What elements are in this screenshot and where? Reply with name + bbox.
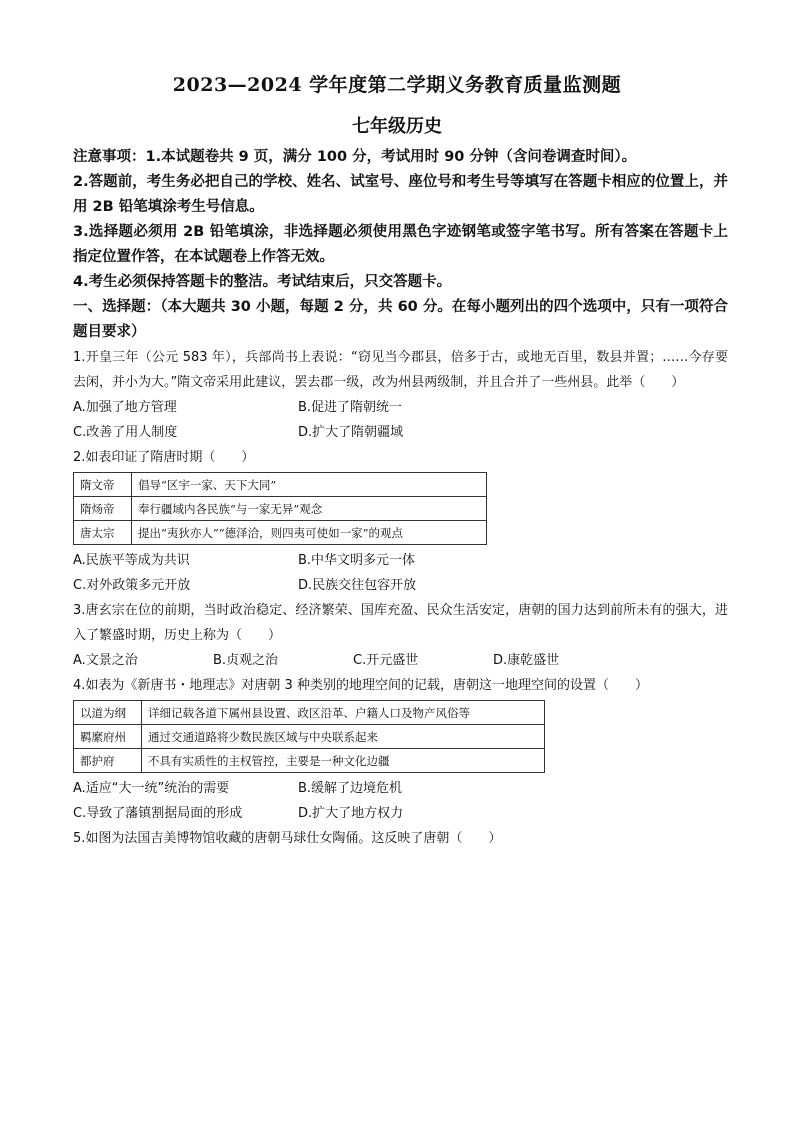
q3-option-b[interactable]: B.贞观之治	[213, 653, 279, 668]
note-2: 2.答题前，考生务必把自己的学校、姓名、试室号、座位号和考生号等填写在答题卡相应的位置上，并用 2B 铅笔填涂考生号信息。	[73, 174, 728, 215]
exam-content	[73, 145, 728, 851]
q4-option-a[interactable]: A.适应“大一统”统治的需要	[73, 781, 230, 796]
table-cell-category: 以道为纲	[74, 701, 142, 725]
q3-option-a[interactable]: A.文景之治	[73, 653, 138, 668]
question-5-stem: 5.如图为法国吉美博物馆收藏的唐朝马球仕女陶俑。这反映了唐朝（ ）	[73, 831, 502, 846]
question-1-stem: 1.开皇三年（公元 583 年），兵部尚书上表说：“窃见当今郡县，倍多于古，或地无百里，数县并置；……今存要去闲，并小为大。”隋文帝采用此建议，罢去郡一级，改为州县两级制，并且合并了一些州县。此举（ ）	[73, 350, 728, 390]
exam-title: 2023—2024 学年度第二学期义务教育质量监测题	[172, 74, 622, 96]
q1-option-a[interactable]: A.加强了地方管理	[73, 400, 177, 415]
note-1: 注意事项：1.本试题卷共 9 页，满分 100 分，考试用时 90 分钟（含问卷调查时间）。	[73, 149, 637, 165]
table-cell-content: 奉行疆域内各民族“与一家无异”观念	[132, 497, 487, 521]
table-cell-category: 羁縻府州	[74, 725, 142, 749]
question-4-options-row-2	[73, 801, 728, 826]
table-cell-ruler: 唐太宗	[74, 521, 132, 545]
question-2-stem: 2.如表印证了隋唐时期（ ）	[73, 450, 255, 465]
q2-option-a[interactable]: A.民族平等成为共识	[73, 553, 190, 568]
table-cell-content: 不具有实质性的主权管控，主要是一种文化边疆	[142, 749, 545, 773]
q3-option-c[interactable]: C.开元盛世	[353, 653, 419, 668]
question-2-table	[73, 472, 487, 545]
table-row	[74, 701, 545, 725]
question-1-options-row-1	[73, 395, 728, 420]
q4-option-b[interactable]: B.缓解了边境危机	[298, 781, 403, 796]
table-row	[74, 749, 545, 773]
section-1-heading: 一、选择题：（本大题共 30 小题，每题 2 分，共 60 分。在每小题列出的四个选项中，只有一项符合题目要求）	[73, 299, 728, 340]
question-2-options-row-1	[73, 548, 728, 573]
q1-option-d[interactable]: D.扩大了隋朝疆域	[298, 425, 404, 440]
table-cell-content: 倡导“区宇一家、天下大同”	[132, 473, 487, 497]
question-2-options-row-2	[73, 573, 728, 598]
question-4-stem: 4.如表为《新唐书・地理志》对唐朝 3 种类别的地理空间的记载，唐朝这一地理空间的设置（ ）	[73, 678, 648, 693]
q1-option-b[interactable]: B.促进了隋朝统一	[298, 400, 403, 415]
q4-option-d[interactable]: D.扩大了地方权力	[298, 806, 404, 821]
question-4-table	[73, 700, 545, 773]
exam-subtitle: 七年级历史	[352, 116, 442, 137]
table-row	[74, 473, 487, 497]
table-row	[74, 725, 545, 749]
q2-option-d[interactable]: D.民族交往包容开放	[298, 578, 417, 593]
note-3: 3.选择题必须用 2B 铅笔填涂，非选择题必须使用黑色字迹钢笔或签字笔书写。所有答案在答题卡上指定位置作答，在本试题卷上作答无效。	[73, 224, 728, 265]
q2-option-c[interactable]: C.对外政策多元开放	[73, 578, 191, 593]
table-cell-content: 提出“夷狄亦人”“德泽洽，则四夷可使如一家”的观点	[132, 521, 487, 545]
q3-option-d[interactable]: D.康乾盛世	[493, 653, 560, 668]
table-cell-category: 都护府	[74, 749, 142, 773]
table-cell-ruler: 隋炀帝	[74, 497, 132, 521]
q2-option-b[interactable]: B.中华文明多元一体	[298, 553, 416, 568]
question-3-stem: 3.唐玄宗在位的前期，当时政治稳定、经济繁荣、国库充盈、民众生活安定，唐朝的国力达到前所未有的强大，进入了繁盛时期，历史上称为（ ）	[73, 603, 728, 643]
q1-option-c[interactable]: C.改善了用人制度	[73, 425, 178, 440]
table-cell-content: 详细记载各道下属州县设置、政区沿革、户籍人口及物产风俗等	[142, 701, 545, 725]
note-4: 4.考生必须保持答题卡的整洁。考试结束后，只交答题卡。	[73, 274, 452, 290]
question-1-options-row-2	[73, 420, 728, 445]
table-row	[74, 497, 487, 521]
table-cell-content: 通过交通道路将少数民族区域与中央联系起来	[142, 725, 545, 749]
q4-option-c[interactable]: C.导致了藩镇割据局面的形成	[73, 806, 243, 821]
table-cell-ruler: 隋文帝	[74, 473, 132, 497]
table-row	[74, 521, 487, 545]
question-4-options-row-1	[73, 776, 728, 801]
question-3-options	[73, 648, 728, 673]
